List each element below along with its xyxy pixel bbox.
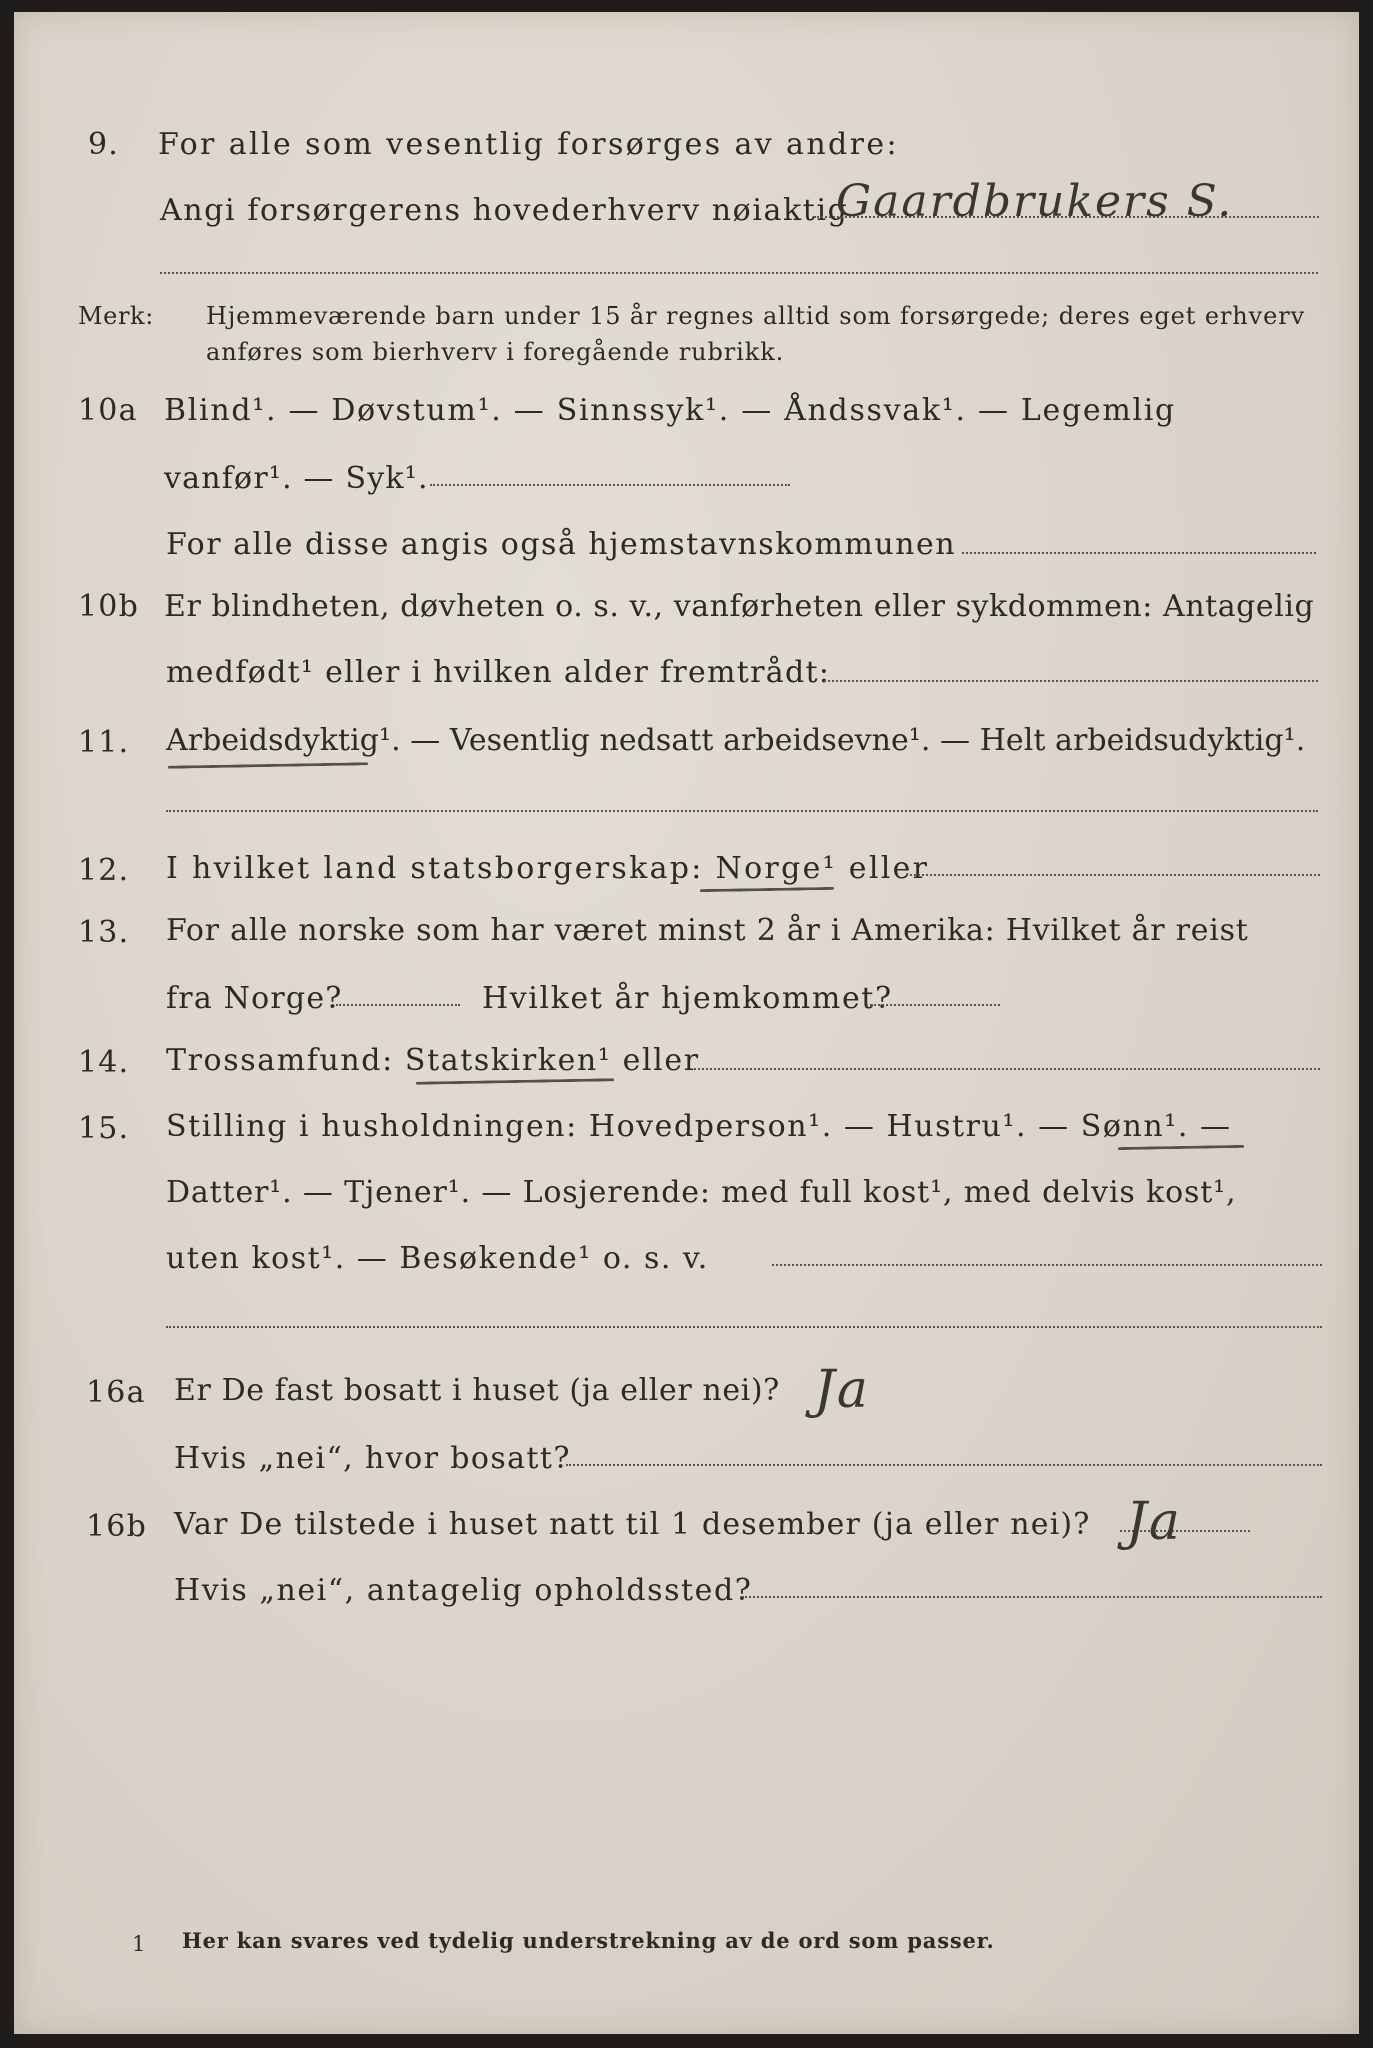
q14-underline-statskirken xyxy=(416,1078,614,1084)
q14-number: 14. xyxy=(78,1045,130,1080)
q10a-hjemstavn-line xyxy=(962,552,1316,554)
q16b-number: 16b xyxy=(86,1509,147,1544)
q10b-line1: Er blindheten, døvheten o. s. v., vanførheten eller sykdommen: Antagelig xyxy=(164,589,1315,624)
q12-line1: I hvilket land statsborgerskap: Norge¹ eller xyxy=(166,851,930,886)
q10b-answer-line xyxy=(824,680,1318,682)
q11-underline-arbeidsdyktig xyxy=(168,762,368,768)
q10a-number: 10a xyxy=(78,393,138,428)
q13-line2b: Hvilket år hjemkommet? xyxy=(482,981,893,1016)
q14-answer-line xyxy=(694,1068,1320,1070)
q11-line1: Arbeidsdyktig¹. — Vesentlig nedsatt arbeidsevne¹. — Helt arbeidsudyktig¹. xyxy=(166,723,1306,758)
q10b-line2: medfødt¹ eller i hvilken alder fremtrådt: xyxy=(166,655,831,690)
q16b-opholdssted-line xyxy=(742,1596,1322,1598)
q16a-line1: Er De fast bosatt i huset (ja eller nei)? xyxy=(174,1373,780,1408)
q12-underline-norge xyxy=(700,887,834,892)
q15-line1: Stilling i husholdningen: Hovedperson¹. — Hustru¹. — Sønn¹. — xyxy=(166,1109,1232,1144)
q16b-handwritten-answer: Ja xyxy=(1126,1492,1182,1552)
q14-line1: Trossamfund: Statskirken¹ eller xyxy=(166,1043,700,1078)
q9-line1: For alle som vesentlig forsørges av andre: xyxy=(158,127,900,162)
q15-number: 15. xyxy=(78,1111,130,1146)
q15-line2: Datter¹. — Tjener¹. — Losjerende: med full kost¹, med delvis kost¹, xyxy=(166,1175,1237,1210)
q16a-handwritten-answer: Ja xyxy=(814,1360,870,1420)
q15-line3: uten kost¹. — Besøkende¹ o. s. v. xyxy=(166,1241,709,1276)
q11-continuation-line xyxy=(166,810,1318,812)
q9-continuation-line xyxy=(160,272,1318,274)
q11-number: 11. xyxy=(78,725,130,760)
merk-line2: anføres som bierhverv i foregående rubrikk. xyxy=(206,338,785,366)
q10a-syk-line xyxy=(430,484,790,486)
q13-line1: For alle norske som har været minst 2 år i Amerika: Hvilket år reist xyxy=(166,913,1249,948)
q10a-line2: vanfør¹. — Syk¹. xyxy=(164,461,429,496)
merk-line1: Hjemmeværende barn under 15 år regnes alltid som forsørgede; deres eget erhverv xyxy=(206,302,1306,330)
q9-number: 9. xyxy=(88,127,120,162)
footnote-mark: 1 xyxy=(132,1932,146,1956)
merk-label: Merk: xyxy=(78,302,154,330)
q13-number: 13. xyxy=(78,915,130,950)
q10a-line3: For alle disse angis også hjemstavnskommunen xyxy=(166,527,957,562)
q13-reist-line xyxy=(336,1004,460,1006)
q13-line2a: fra Norge? xyxy=(166,981,343,1016)
q15-answer-line xyxy=(772,1264,1322,1266)
q16b-line1: Var De tilstede i huset natt til 1 desember (ja eller nei)? xyxy=(174,1507,1091,1542)
q10a-line1: Blind¹. — Døvstum¹. — Sinnssyk¹. — Åndssvak¹. — Legemlig xyxy=(164,393,1176,428)
q16a-answer-line xyxy=(566,1464,1322,1466)
q15-continuation-line xyxy=(166,1326,1322,1328)
q10b-number: 10b xyxy=(78,589,139,624)
footnote-text: Her kan svares ved tydelig understrekning av de ord som passer. xyxy=(182,1928,995,1953)
census-form-page xyxy=(14,12,1359,2034)
q16a-number: 16a xyxy=(86,1375,146,1410)
q16b-line2: Hvis „nei“, antagelig opholdssted? xyxy=(174,1573,753,1608)
q13-hjemkommet-line xyxy=(866,1004,1000,1006)
q15-underline-sonn xyxy=(1118,1145,1244,1150)
q9-handwritten-answer: Gaardbrukers S. xyxy=(836,176,1234,227)
q12-answer-line xyxy=(906,874,1320,876)
q12-number: 12. xyxy=(78,853,130,888)
q16a-line2: Hvis „nei“, hvor bosatt? xyxy=(174,1441,571,1476)
q9-line2: Angi forsørgerens hovederhverv nøiaktig xyxy=(160,193,849,228)
